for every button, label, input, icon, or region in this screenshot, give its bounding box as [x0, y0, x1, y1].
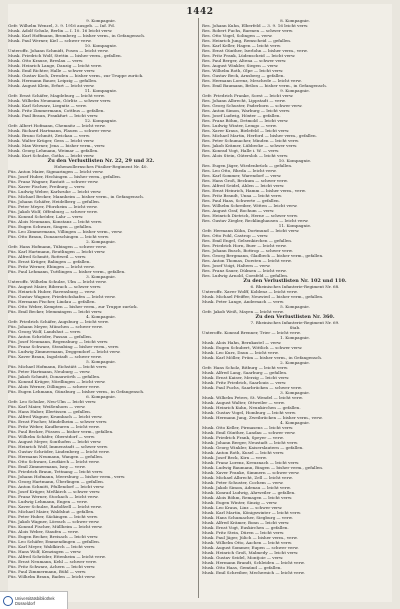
- list-entry: Füs. Alfred Schröder, Ettenheim — leicht verw.: [8, 554, 106, 559]
- list-entry: Füs. Heinrich Huber, Ravensburg — verw.: [8, 289, 96, 294]
- list-entry: Füs. Otto Weber, Kempten — bisher verm., zur Truppe zurück.: [8, 304, 138, 309]
- section-heading: 4. Kompagnie.: [280, 420, 310, 425]
- list-entry: Füs. Ludwig Weber, Karlsruhe — leicht verw.: [8, 189, 102, 194]
- list-entry: Musk. Max Werner, Jena — bisher verm., verw.: [8, 143, 106, 148]
- list-entry: Res. Ernst Heinrich, Hamm — bisher verm., verw.: [202, 188, 306, 193]
- list-entry: Füs. Leo Schäfer, Emmendingen — gefallen.: [8, 539, 101, 544]
- list-entry: Res. Josef Ludwig, Höxter — gefallen.: [202, 113, 281, 118]
- list-entry: Füs. Xaver Braun, Ingolstadt — schwer verw.: [8, 354, 102, 359]
- section-heading: 12. Kompagnie.: [84, 118, 118, 123]
- list-entry: Musk. Otto Keller, Pirmasens — leicht verw.: [202, 425, 294, 430]
- list-entry: Füs. Jakob Wolf, Offenburg — schwer verw.: [8, 209, 98, 214]
- list-entry: Gefr. Jakob Weiß, Mayen — leicht verw.: [202, 309, 284, 314]
- list-entry: Gefr. Hans Scholz, Bitburg — leicht verw.: [202, 365, 289, 370]
- list-entry: Musk. Alois Böhm, Remagen — leicht verw.: [202, 495, 293, 500]
- list-entry: Musk. Adolf Schulz, Berlin — I. 10. 16 leicht verw.: [8, 28, 113, 33]
- list-entry: Füs. Jakob Wagner, Lörrach — schwer verw.: [8, 519, 100, 524]
- list-entry: Musk. Ernst Vogt, Euskirchen — gefallen.: [202, 525, 289, 530]
- list-entry: Füs. Ernst Neumann, Kehl — schwer verw.: [8, 559, 97, 564]
- section-heading: 6. Rheinisches Infanterie-Regiment Nr. 68.: [250, 284, 340, 289]
- list-entry: Res. Anton Thomas, Dorsten — leicht verw.: [202, 258, 292, 263]
- library-logo-icon: [3, 596, 13, 606]
- list-entry: Füs. Xaver Schulze, Radolfzell — leicht verw.: [8, 504, 102, 509]
- section-heading: Stab.: [289, 325, 301, 330]
- section-heading: 6. Kompagnie.: [86, 394, 116, 399]
- list-entry: Füs. Leo Zimmermann, Villingen — bisher verm., verw.: [8, 229, 123, 234]
- list-entry: Unteroffz. Xaver Wolff, Koblenz — leicht verw.: [202, 289, 298, 294]
- list-entry: Gefr. Hans Hofmann, Tübingen — schwer verw.: [8, 244, 107, 249]
- list-entry: Res. Gustav Beck, Arnsberg — gefallen.: [202, 73, 285, 78]
- library-logo-text: [15, 596, 55, 606]
- list-entry: Res. Johann Busch, Bottrop — schwer verw.: [202, 248, 293, 253]
- list-entry: Res. Georg Schuster, Paderborn — schwer verw.: [202, 103, 303, 108]
- list-entry: Res. Otto Vogel, Solingen — verw.: [202, 33, 273, 38]
- list-entry: Musk. Paul Fuchs, Saarbrücken — schwer verw.: [202, 385, 302, 390]
- list-entry: Res. Heinrich Dietrich, Herne — schwer verw.: [202, 213, 299, 218]
- list-entry: Füs. Paul Zimmermann, Bühl — verw.: [8, 569, 87, 574]
- list-entry: Res. Georg Bergmann, Gladbeck — bisher verm., gefallen.: [202, 253, 324, 258]
- list-entry: Res. Eugen Jäger, Wiedenbrück — gefallen.: [202, 163, 293, 168]
- list-entry: Musk. Paul Jäger, Jülich — bisher verm., verw.: [202, 535, 298, 540]
- list-entry: Füs. Ludwig Lehmann, Engen — verw.: [8, 499, 88, 504]
- list-entry: Musk. Hermann Brandt, Schleiden — leicht verw.: [202, 560, 305, 565]
- section-heading: 11. Kompagnie.: [84, 88, 118, 93]
- list-entry: Musk. Xaver Franke, Simmern — schwer verw.: [202, 470, 300, 475]
- list-entry: Füs. Alois Neumann, Konstanz — leicht verw.: [8, 219, 103, 224]
- list-entry: Res. Heinrich Jung, Remscheid — gefallen.: [202, 38, 292, 43]
- list-entry: Res. Gustav Ziegler, Recklinghausen — leicht verw.: [202, 218, 309, 223]
- list-entry: Füs. Hans Wolf, Kenzingen — verw.: [8, 549, 82, 554]
- list-entry: Res. Wilhelm Schreiber, Witten — leicht verw.: [202, 203, 298, 208]
- list-entry: Gefr. Leo Schulze, Neu-Ulm — leicht verw.: [8, 399, 97, 404]
- list-entry: Füs. Johann Hofmann, Meersburg — bisher verm., verw.: [8, 474, 126, 479]
- list-entry: Res. Karl Sommer, Warendorf — verw.: [202, 173, 282, 178]
- list-entry: Musk. Eugen Winter, Sinzig — verw.: [202, 500, 278, 505]
- list-entry: Füs. Johann Meyer, München — schwer verw.: [8, 324, 103, 329]
- list-entry: Füs. Anton Maier, Sigmaringen — leicht verw.: [8, 169, 104, 174]
- list-entry: Musk. Hermann Jung, Zweibrücken — bisher verm., verw.: [202, 415, 323, 420]
- list-entry: Musk. Franz Lorenz, Kreuznach — leicht verw.: [202, 460, 300, 465]
- list-entry: Musk. Ernst Kaiser, Merzig — leicht verw.: [202, 375, 290, 380]
- list-entry: Musk. Heinrich Lange, Danzig — leicht verw.: [8, 63, 102, 68]
- list-entry: Unteroffz. Wilhelm Schulze, Ulm — leicht verw.: [8, 279, 107, 284]
- list-entry: Res. Emil Baumann, Brilon — bisher verm., in Gefangensch.: [202, 83, 328, 88]
- list-entry: Füs. Karl Hartmann, Reutlingen — leicht verw.: [8, 249, 106, 254]
- section-heading: 4. Kompagnie.: [86, 314, 116, 319]
- list-entry: Füs. Michael Hofmann, Eichstätt — leicht verw.: [8, 364, 108, 369]
- list-entry: Füs. Alois Werner, Dillingen — schwer verw.: [8, 384, 100, 389]
- library-logo: [0, 591, 68, 609]
- list-entry: Füs. Karl Maier, Weißenhorn — verw.: [8, 404, 86, 409]
- list-entry: Musk. Jakob Simon, Adenau — leicht verw.: [202, 485, 291, 490]
- list-entry: Musk. Alfred Krämer, Bonn — leicht verw.: [202, 520, 290, 525]
- list-entry: Füs. Wilhelm Braun, Baden — leicht verw.: [8, 574, 96, 579]
- list-entry: Füs. Josef Neumann, Regensburg — leicht verw.: [8, 339, 109, 344]
- list-entry: Musk. Kurt Schulze, Gotha — leicht verw.: [8, 153, 95, 158]
- list-entry: Musk. Hermann Bauer, Leipzig — gefallen.: [8, 78, 98, 83]
- list-entry: Füs. Georg Hartmann, Überlingen — gefallen.: [8, 479, 105, 484]
- list-entry: Füs. Konrad Schröder, Lahr — verw.: [8, 214, 84, 219]
- list-entry: Füs. Alois Weber, Staufen — verw.: [8, 529, 79, 534]
- list-entry: Res. Hermann Lorenz, Meschede — leicht verw.: [202, 78, 302, 83]
- list-entry: Musk. August Walter, Ottweiler — verw.: [202, 400, 285, 405]
- list-entry: Musk. Gustav Seidel, Montjoie — verw.: [202, 555, 284, 560]
- list-entry: Musk. Otto Haas, Gemünd — gefallen.: [202, 565, 282, 570]
- list-entry: Füs. Georg Wolf, Landshut — verw.: [8, 329, 82, 334]
- list-entry: Musk. Fritz Stein, Düren — leicht verw.: [202, 530, 285, 535]
- list-entry: Res. Johann Kuhn, Elberfeld — 3. 9. 16 leicht verw.: [202, 23, 309, 28]
- section-heading: 1. Kompagnie.: [280, 335, 310, 340]
- list-entry: Musk. Walter Krüger, Gera — leicht verw.: [8, 138, 95, 143]
- list-entry: Füs. Eugen Lehmann, Günzburg — bisher verm., in Gefangensch.: [8, 389, 145, 394]
- section-heading: Hohenzollernsches Füsilier-Regiment Nr. 40.: [54, 164, 148, 169]
- list-entry: Füs. Otto Braun, Donaueschingen — leicht verw.: [8, 234, 110, 239]
- list-entry: Res. Peter Schumacher, Minden — leicht verw.: [202, 138, 300, 143]
- list-entry: Musk. Johann Berger, Neustadt — leicht verw.: [202, 440, 299, 445]
- list-entry: Res. Konrad Vogt, Halle i. W. — verw.: [202, 148, 280, 153]
- list-entry: Musk. August Klein, Erfurt — leicht verw.: [8, 83, 95, 88]
- list-entry: Füs. Fritz Werner, Ebingen — leicht verw.: [8, 264, 95, 269]
- list-entry: Musk. Emil Schreiber, Mechernich — leicht verw.: [202, 570, 305, 575]
- list-entry: Füs. Josef Krüger, Meßkirch — schwer verw.: [8, 489, 101, 494]
- list-entry: Musk. Georg Lehmann, Weimar — gefallen.: [8, 148, 99, 153]
- column-divider: [198, 18, 199, 598]
- list-entry: Musk. Gustav Vogel, Homburg — leicht verw.: [202, 410, 297, 415]
- list-entry: Füs. Ernst Krüger, Balingen — gefallen.: [8, 259, 91, 264]
- list-entry: Füs. Fritz Schwarz, Achern — leicht verw.: [8, 564, 96, 569]
- list-entry: Musk. Paul Werner, Kiel — schwer verw.: [8, 38, 92, 43]
- list-entry: Füs. Peter Meyer, Pforzheim — leicht verw.: [8, 204, 98, 209]
- list-entry: Füs. Emil Zimmermann, Isny — verw.: [8, 464, 86, 469]
- list-entry: Füs. Franz Werner, Stockach — leicht verw.: [8, 494, 99, 499]
- list-entry: Füs. Peter Huber, Säckingen — leicht verw.: [8, 514, 99, 519]
- section-heading: 10. Kompagnie.: [278, 158, 312, 163]
- list-entry: Musk. Otto Krause, Breslau — verw.: [8, 58, 84, 63]
- list-entry: Res. Franz Böhm, Detmold — leicht verw.: [202, 118, 289, 123]
- list-entry: Füs. Jakob Schmitt, Donauwörth — gefallen.: [8, 374, 101, 379]
- right-column: [202, 18, 388, 598]
- list-entry: Füs. Konrad Krüger, Nördlingen — leicht verw.: [8, 379, 106, 384]
- section-heading: 11. Kompagnie.: [278, 223, 312, 228]
- list-entry: Gefr. Hermann Kühn, Dortmund — leicht verw.: [202, 228, 300, 233]
- list-entry: Füs. Konrad Fischer, Müllheim — leicht verw.: [8, 524, 103, 529]
- section-heading: Zu den Verlustlisten Nr. 360.: [255, 314, 335, 320]
- list-entry: Musk. Heinrich Groß, Malmedy — leicht verw.: [202, 550, 299, 555]
- list-entry: Musk. Fritz Friedrich, Saarlouis — verw.: [202, 380, 287, 385]
- list-entry: Musk. Karl Schwarz, Liegnitz — verw.: [8, 103, 87, 108]
- list-entry: Musk. Paul Braun, Frankfurt — leicht verw.: [8, 113, 99, 118]
- list-entry: Musk. Georg Winkler, Kaiserslautern — gefallen.: [202, 445, 304, 450]
- list-entry: Res. Fritz Brandt, Unna — leicht verw.: [202, 193, 283, 198]
- list-entry: Musk. Richard Hartmann, Plauen — schwer verw.: [8, 128, 112, 133]
- list-entry: Musk. Leo Kurz, Daun — leicht verw.: [202, 350, 279, 355]
- list-entry: Musk. Hans Schumacher, Siegburg — verw.: [202, 515, 293, 520]
- list-entry: Res. Ludwig Winter, Lemgo — verw.: [202, 123, 277, 128]
- list-entry: Musk. Anton Roth, Kusel — leicht verw.: [202, 450, 285, 455]
- list-entry: Füs. Paul Lehmann, Tuttlingen — bisher verm., gefallen.: [8, 269, 126, 274]
- list-entry: Füs. Eugen Schwarz, Singen — gefallen.: [8, 224, 93, 229]
- list-entry: Füs. Alfred Schmitt, Rottweil — verw.: [8, 254, 87, 259]
- list-entry: Füs. August Meyer, Sonthofen — leicht verw.: [8, 439, 102, 444]
- list-entry: Musk. Peter Lange, Andernach — verw.: [202, 299, 285, 304]
- list-entry: Res. Ernst Günther, Iserlohn — bisher verm., verw.: [202, 48, 308, 53]
- list-entry: Füs. Anton Schröder, Passau — gefallen.: [8, 334, 93, 339]
- list-entry: Res. Franz Sauer, Dülmen — leicht verw.: [202, 268, 287, 273]
- list-entry: Füs. Hermann Fischer, Lindau — gefallen.: [8, 299, 96, 304]
- list-entry: Füs. Johann Schäfer, Heidelberg — gefallen.: [8, 199, 101, 204]
- list-entry: Res. Friedrich Horn, Buer — leicht verw.: [202, 243, 287, 248]
- list-entry: Füs. Michael Maier, Waldshut — gefallen.: [8, 509, 95, 514]
- list-entry: Res. Alois Stein, Gütersloh — leicht verw.: [202, 153, 289, 158]
- list-entry: Musk. Fritz Zimmermann, Cottbus — gefallen.: [8, 108, 105, 113]
- list-entry: Füs. Ernst Fischer, Mindelheim — schwer verw.: [8, 419, 108, 424]
- list-entry: Musk. Michael Pfeiffer, Neuwied — bisher verm., gefallen.: [202, 294, 324, 299]
- section-heading: 9. Kompagnie.: [86, 18, 116, 23]
- list-entry: Res. Otto Pohl, Castrop — verw.: [202, 233, 269, 238]
- section-heading: 3. Kompagnie.: [280, 390, 310, 395]
- section-heading: Zu den Verlustlisten Nr. 22, 29 und 32.: [47, 158, 155, 164]
- list-entry: Musk. Wilhelm Neumann, Görlitz — schwer verw.: [8, 98, 112, 103]
- section-heading: 5. Kompagnie.: [86, 359, 116, 364]
- list-entry: Füs. Franz Wagner, Rastatt — schwer verw.: [8, 179, 99, 184]
- list-entry: Unteroffz. Johann Schmidt, Posen — leicht verw.: [8, 48, 109, 53]
- list-entry: Füs. August Maier, Biberach — schwer verw.: [8, 284, 102, 289]
- list-entry: Gefr. Albert Hofmann, Chemnitz — leicht verw.: [8, 123, 106, 128]
- page-number: 1442: [186, 7, 214, 17]
- left-column: [8, 18, 194, 598]
- list-entry: Füs. Paul Becker, Füssen — bisher verm., gefallen.: [8, 429, 114, 434]
- list-entry: Gefr. Friedrich Schäfer, Augsburg — leicht verw.: [8, 319, 109, 324]
- list-entry: Musk. Alfred Lang, Saarburg — gefallen.: [202, 370, 288, 375]
- list-entry: Musk. Bruno Schmitt, Zwickau — verw.: [8, 133, 91, 138]
- list-entry: Musk. Emil Günther, Landau — schwer verw.: [202, 430, 296, 435]
- list-entry: Res. Anton Simon, Warburg — leicht verw.: [202, 108, 291, 113]
- list-entry: Musk. Karl Martin, Königswinter — leicht verw.: [202, 510, 302, 515]
- list-entry: Füs. Karl Meyer, Waldkirch — leicht verw.: [8, 544, 96, 549]
- list-entry: Füs. Xaver Fischer, Freiburg — verw.: [8, 184, 86, 189]
- list-entry: Res. August Winkler, Siegen — verw.: [202, 63, 279, 68]
- section-heading: 2. Kompagnie.: [280, 360, 310, 365]
- list-entry: Füs. Michael Becker, Mannheim — bisher verm., in Gefangensch.: [8, 194, 145, 199]
- list-entry: Musk. Gustav Koch, Dresden — bisher verm., zur Truppe zurück.: [8, 73, 144, 78]
- list-entry: Res. Jakob Krämer, Lübbecke — schwer verw.: [202, 143, 298, 148]
- list-entry: Musk. August Sommer, Eupen — schwer verw.: [202, 545, 299, 550]
- list-entry: Res. Michael Martin, Herford — bisher verm., gefallen.: [202, 133, 317, 138]
- list-entry: Musk. Peter Schuster, Cochem — verw.: [202, 480, 284, 485]
- list-entry: Füs. Otto Schwarz, Leutkirch — leicht verw.: [8, 459, 100, 464]
- section-heading: 5. Kompagnie.: [280, 304, 310, 309]
- library-logo-line2: Düsseldorf: [15, 600, 36, 606]
- list-entry: Res. Xaver Kraus, Bielefeld — leicht verw.: [202, 128, 290, 133]
- list-entry: Res. August Graf, Bochum — verw.: [202, 208, 275, 213]
- list-entry: Res. Josef Voigt, Haltern — verw.: [202, 263, 271, 268]
- list-entry: Musk. Emil Richter, Halle — schwer verw.: [8, 68, 96, 73]
- list-entry: Füs. Wilhelm Schäfer, Oberstdorf — verw.: [8, 434, 96, 439]
- list-entry: Füs. Josef Huber, Hechingen — bisher verm., gefallen.: [8, 174, 122, 179]
- list-entry: Füs. Eugen Becker, Breisach — leicht verw.: [8, 534, 99, 539]
- list-entry: Füs. Gustav Schröder, Lindenberg — leicht verw.: [8, 449, 110, 454]
- list-entry: Res. Paul Berger, Altena — schwer verw.: [202, 58, 287, 63]
- list-entry: Füs. Emil Becker, Memmingen — leicht verw.: [8, 309, 103, 314]
- list-entry: Res. Alfred Seidel, Ahlen — leicht verw.: [202, 183, 285, 188]
- list-entry: Füs. Hans Huber, Illertissen — gefallen.: [8, 409, 92, 414]
- list-entry: Füs. Gustav Wagner, Friedrichshafen — leicht verw.: [8, 294, 116, 299]
- list-entry: Musk. Michael Albrecht, Zell — leicht verw.: [202, 475, 293, 480]
- list-entry: Res. Karl Keller, Hagen — leicht verw.: [202, 43, 282, 48]
- list-entry: Musk. Alois Hahn, Bernkastel — verw.: [202, 340, 282, 345]
- list-entry: Füs. Anton Schmitt, Pfullendorf — leicht verw.: [8, 484, 105, 489]
- section-heading: 9. Kompagnie.: [280, 88, 310, 93]
- section-heading: 2. Kompagnie.: [86, 239, 116, 244]
- section-heading: 10. Kompagnie.: [84, 43, 118, 48]
- list-entry: Res. Fritz Frank, Lüdenscheid — leicht verw.: [202, 53, 296, 58]
- list-entry: Füs. Franz Schwarz, Straubing — bisher verm., verw.: [8, 344, 120, 349]
- list-entry: Füs. Fritz Weber, Kaufbeuren — leicht verw.: [8, 424, 100, 429]
- list-entry: Musk. Josef Beck, Kirn — verw.: [202, 455, 267, 460]
- section-heading: 8. Kompagnie.: [280, 18, 310, 23]
- list-entry: Füs. Alfred Wagner, Krumbach — leicht verw.: [8, 414, 103, 419]
- list-entry: Füs. Heinrich Wolf, Immenstadt — schwer verw.: [8, 444, 109, 449]
- list-entry: Res. Hans Groß, Beckum — schwer verw.: [202, 178, 288, 183]
- list-entry: Musk. Ludwig Baumann, Bingen — bisher verm., gefallen.: [202, 465, 324, 470]
- section-heading: Zu den Verlustlisten Nr. 102 und 110.: [243, 278, 347, 284]
- section-heading: 7. Rheinisches Infanterie-Regiment Nr. 69.: [250, 320, 340, 325]
- list-entry: Füs. Friedrich Braun, Tettnang — leicht verw.: [8, 469, 104, 474]
- list-entry: Musk. Karl Möller, Prüm — bisher verm., in Gefangensch.: [202, 355, 323, 360]
- list-entry: Musk. Leo Kraus, Linz — schwer verw.: [202, 505, 283, 510]
- list-entry: Res. Leo Otto, Rheda — leicht verw.: [202, 168, 277, 173]
- list-entry: Musk. Wilhelm Otto, Aachen — leicht verw.: [202, 540, 293, 545]
- list-entry: Gefr. Ernst Schäfer, Magdeburg — leicht verw.: [8, 93, 105, 98]
- list-entry: Res. Robert Fuchs, Barmen — schwer verw.: [202, 28, 294, 33]
- list-entry: Musk. Eugen Schubert, Wittlich — schwer verw.: [202, 345, 303, 350]
- list-entry: Füs. Peter Hartmann, Neuburg — verw.: [8, 369, 91, 374]
- list-entry: Musk. Wilhelm Peters, St. Wendel — leicht verw.: [202, 395, 304, 400]
- list-entry: Gefr. Wilhelm Wenzel, 3. 9. 1916 ausgeb. — Inf. Fd.: [8, 23, 116, 28]
- list-entry: Res. Johann Albrecht, Lippstadt — verw.: [202, 98, 286, 103]
- list-entry: Musk. Karl Hoffmann, Bromberg — bisher verm., in Gefangensch.: [8, 33, 146, 38]
- list-entry: Res. Emil Engel, Gelsenkirchen — gefallen.: [202, 238, 293, 243]
- list-entry: Res. Wilhelm Roth, Olpe — leicht verw.: [202, 68, 284, 73]
- document-page: [8, 4, 392, 602]
- list-entry: Gefr. Friedrich Franke, Soest — leicht verw.: [202, 93, 294, 98]
- list-entry: Res. Ludwig Arnold, Coesfeld — gefallen.: [202, 273, 289, 278]
- section-heading: 3. Kompagnie.: [86, 274, 116, 279]
- list-entry: Musk. Friedrich Frank, Speyer — verw.: [202, 435, 284, 440]
- list-entry: Füs. Ludwig Zimmermann, Deggendorf — leicht verw.: [8, 349, 121, 354]
- list-entry: Unteroffz. Konrad Brenner, Trier — leicht verw.: [202, 330, 301, 335]
- list-entry: Musk. Friedrich Wolf, Stettin — bisher verm., gefallen.: [8, 53, 122, 58]
- list-entry: Musk. Heinrich Kuhn, Neunkirchen — gefallen.: [202, 405, 301, 410]
- list-entry: Res. Paul Haas, Schwerte — gefallen.: [202, 198, 280, 203]
- list-entry: Musk. Konrad Ludwig, Ahrweiler — gefallen.: [202, 490, 296, 495]
- library-logo-line1: Universitätsbibliothek: [15, 595, 55, 601]
- list-entry: Füs. Hermann Neumann, Wangen — gefallen.: [8, 454, 104, 459]
